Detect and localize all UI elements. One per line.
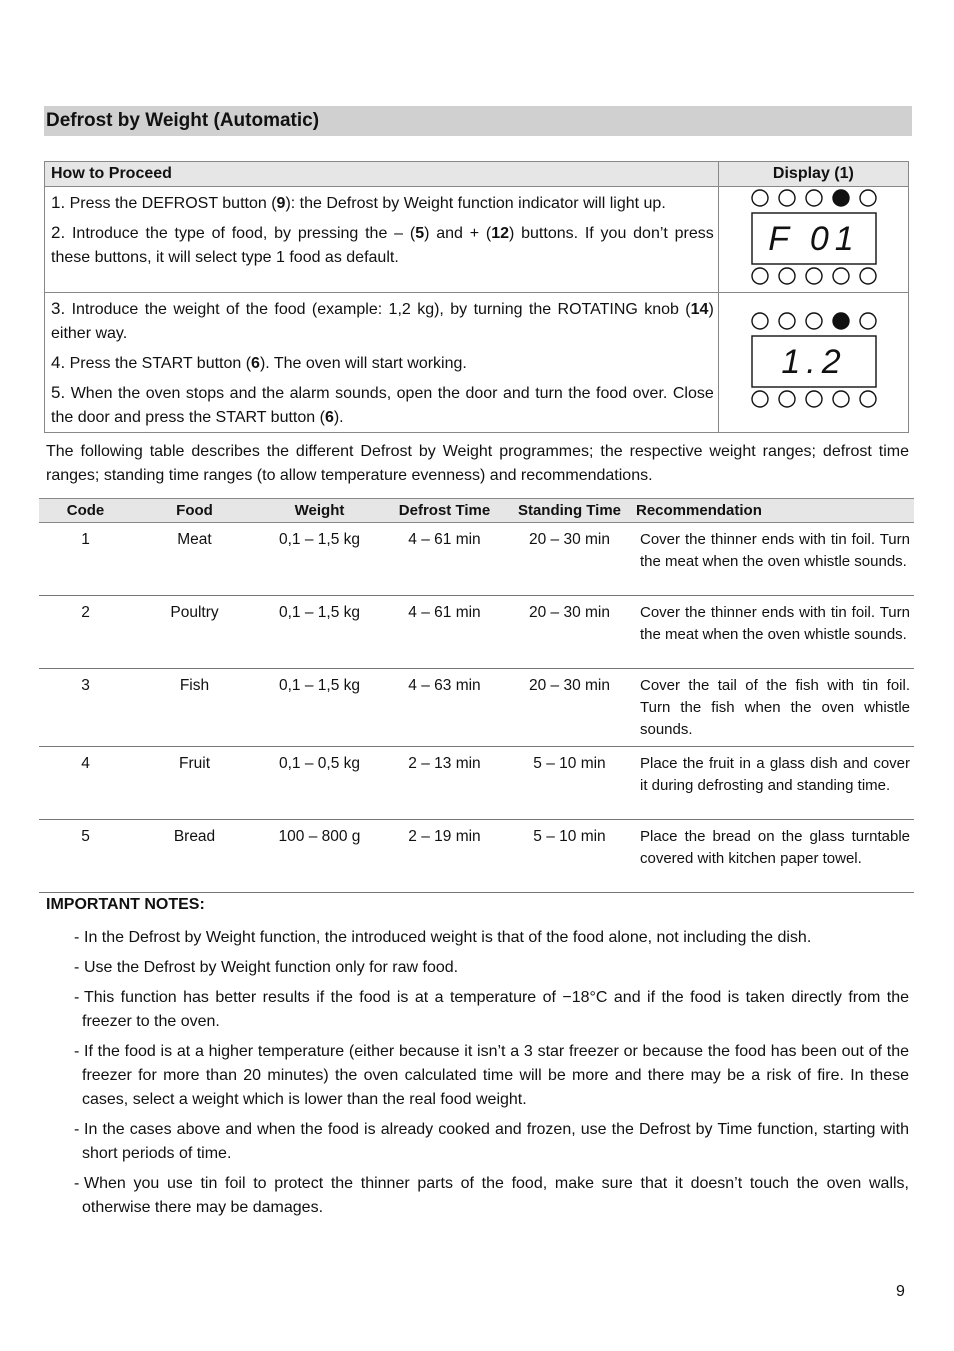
- table-cell: 0,1 – 1,5 kg: [257, 596, 382, 669]
- table-cell: 20 – 30 min: [507, 523, 632, 596]
- table-cell: Place the bread on the glass turntable covered with kitchen paper towel.: [632, 819, 914, 892]
- indicator-off-icon: [752, 313, 768, 329]
- header-how-to-proceed: How to Proceed: [45, 162, 719, 187]
- display-cell: [718, 293, 908, 433]
- steps-cell: [45, 187, 719, 293]
- step-text: 5. When the oven stops and the alarm sounds, open the door and turn the food over. Close the door and press the START button (6).: [51, 383, 714, 426]
- indicator-on-icon: [833, 313, 849, 329]
- indicator-off-icon: [752, 391, 768, 407]
- steps-cell: [45, 293, 719, 433]
- table-cell: 4 – 61 min: [382, 523, 507, 596]
- table-cell: Place the fruit in a glass dish and cover it during defrosting and standing time.: [632, 746, 914, 819]
- step-text: 3. Introduce the weight of the food (example: 1,2 kg), by turning the ROTATING knob (14) either way.: [51, 299, 714, 342]
- table-row: [39, 746, 914, 819]
- display-readout: F 01: [768, 220, 861, 258]
- table-row: [39, 669, 914, 747]
- list-item: - This function has better results if the food is at a temperature of −18°C and if the food is taken directly from the freezer to the oven.: [60, 986, 909, 1034]
- step-text: 4. Press the START button (6). The oven will start working.: [51, 353, 467, 372]
- list-item: - When you use tin foil to protect the thinner parts of the food, make sure that it doesn’t touch the oven walls, otherwise there may be damages.: [60, 1172, 909, 1220]
- dash-bullet: -: [74, 959, 80, 976]
- column-header: Food: [132, 499, 257, 523]
- table-cell: Meat: [132, 523, 257, 596]
- indicator-off-icon: [779, 268, 795, 284]
- indicator-off-icon: [860, 190, 876, 206]
- notes-title: IMPORTANT NOTES:: [46, 896, 205, 913]
- table-cell: Bread: [132, 819, 257, 892]
- step-text: 1. Press the DEFROST button (9): the Defrost by Weight function indicator will light up.: [51, 193, 666, 212]
- table-cell: 5: [39, 819, 132, 892]
- indicator-on-icon: [833, 190, 849, 206]
- list-item: - In the cases above and when the food is already cooked and frozen, use the Defrost by Time function, starting with short periods of time.: [60, 1118, 909, 1166]
- table-cell: Poultry: [132, 596, 257, 669]
- column-header: Code: [39, 499, 132, 523]
- oven-display-panel: [743, 310, 883, 410]
- indicator-off-icon: [752, 190, 768, 206]
- table-cell: 2 – 19 min: [382, 819, 507, 892]
- display-readout: 1.2: [781, 343, 848, 381]
- indicator-off-icon: [752, 268, 768, 284]
- dash-bullet: -: [74, 1043, 80, 1060]
- table-cell: 4: [39, 746, 132, 819]
- step-text: 2. Introduce the type of food, by pressing the – (5) and + (12) buttons. If you don’t press these buttons, it will select type 1 food as default.: [51, 223, 714, 266]
- column-header: Defrost Time: [382, 499, 507, 523]
- list-item: - If the food is at a higher temperature (either because it isn’t a 3 star freezer or because the food has been out of the freezer for more than 20 minutes) the oven calculated time will be more and there may be a risk of fire. In these cases, select a weight which is lower than the real food weight.: [60, 1040, 909, 1112]
- column-header: Weight: [257, 499, 382, 523]
- table-cell: 5 – 10 min: [507, 819, 632, 892]
- indicator-off-icon: [806, 313, 822, 329]
- section-title: Defrost by Weight (Automatic): [44, 106, 912, 136]
- important-notes-list: [60, 926, 909, 1226]
- table-cell: Fruit: [132, 746, 257, 819]
- table-cell: 4 – 63 min: [382, 669, 507, 747]
- table-cell: 2: [39, 596, 132, 669]
- indicator-off-icon: [860, 268, 876, 284]
- table-cell: 0,1 – 1,5 kg: [257, 523, 382, 596]
- table-cell: Cover the thinner ends with tin foil. Turn the meat when the oven whistle sounds.: [632, 596, 914, 669]
- indicator-off-icon: [806, 391, 822, 407]
- column-header: Standing Time: [507, 499, 632, 523]
- table-cell: 5 – 10 min: [507, 746, 632, 819]
- table-cell: 1: [39, 523, 132, 596]
- dash-bullet: -: [74, 1175, 80, 1192]
- table-cell: 4 – 61 min: [382, 596, 507, 669]
- programmes-table: [39, 498, 914, 893]
- indicator-off-icon: [779, 391, 795, 407]
- indicator-off-icon: [779, 313, 795, 329]
- dash-bullet: -: [74, 929, 80, 946]
- indicator-off-icon: [860, 313, 876, 329]
- dash-bullet: -: [74, 1121, 80, 1138]
- indicator-off-icon: [860, 391, 876, 407]
- list-item: - Use the Defrost by Weight function only for raw food.: [60, 956, 909, 980]
- table-cell: 20 – 30 min: [507, 669, 632, 747]
- indicator-off-icon: [833, 391, 849, 407]
- table-row: [39, 523, 914, 596]
- oven-display-panel: [743, 187, 883, 287]
- intro-paragraph: The following table describes the different Defrost by Weight programmes; the respective weight ranges; defrost time ranges; standing time ranges (to allow temperature evenness) and recommendations.: [46, 443, 909, 484]
- table-cell: 100 – 800 g: [257, 819, 382, 892]
- table-row: [39, 596, 914, 669]
- table-cell: Fish: [132, 669, 257, 747]
- display-cell: [718, 187, 908, 293]
- table-cell: 3: [39, 669, 132, 747]
- table-row: [39, 819, 914, 892]
- proceed-row: [45, 187, 909, 293]
- dash-bullet: -: [74, 989, 80, 1006]
- column-header: Recommendation: [632, 499, 914, 523]
- indicator-off-icon: [806, 190, 822, 206]
- table-cell: 0,1 – 0,5 kg: [257, 746, 382, 819]
- indicator-off-icon: [779, 190, 795, 206]
- table-cell: 20 – 30 min: [507, 596, 632, 669]
- how-to-proceed-table: [44, 161, 909, 433]
- indicator-off-icon: [833, 268, 849, 284]
- header-display: Display (1): [718, 162, 908, 187]
- table-cell: 0,1 – 1,5 kg: [257, 669, 382, 747]
- proceed-row: [45, 293, 909, 433]
- table-cell: Cover the thinner ends with tin foil. Turn the meat when the oven whistle sounds.: [632, 523, 914, 596]
- page-number: 9: [896, 1283, 905, 1300]
- indicator-off-icon: [806, 268, 822, 284]
- table-cell: Cover the tail of the fish with tin foil. Turn the fish when the oven whistle sounds.: [632, 669, 914, 747]
- table-cell: 2 – 13 min: [382, 746, 507, 819]
- list-item: - In the Defrost by Weight function, the introduced weight is that of the food alone, not including the dish.: [60, 926, 909, 950]
